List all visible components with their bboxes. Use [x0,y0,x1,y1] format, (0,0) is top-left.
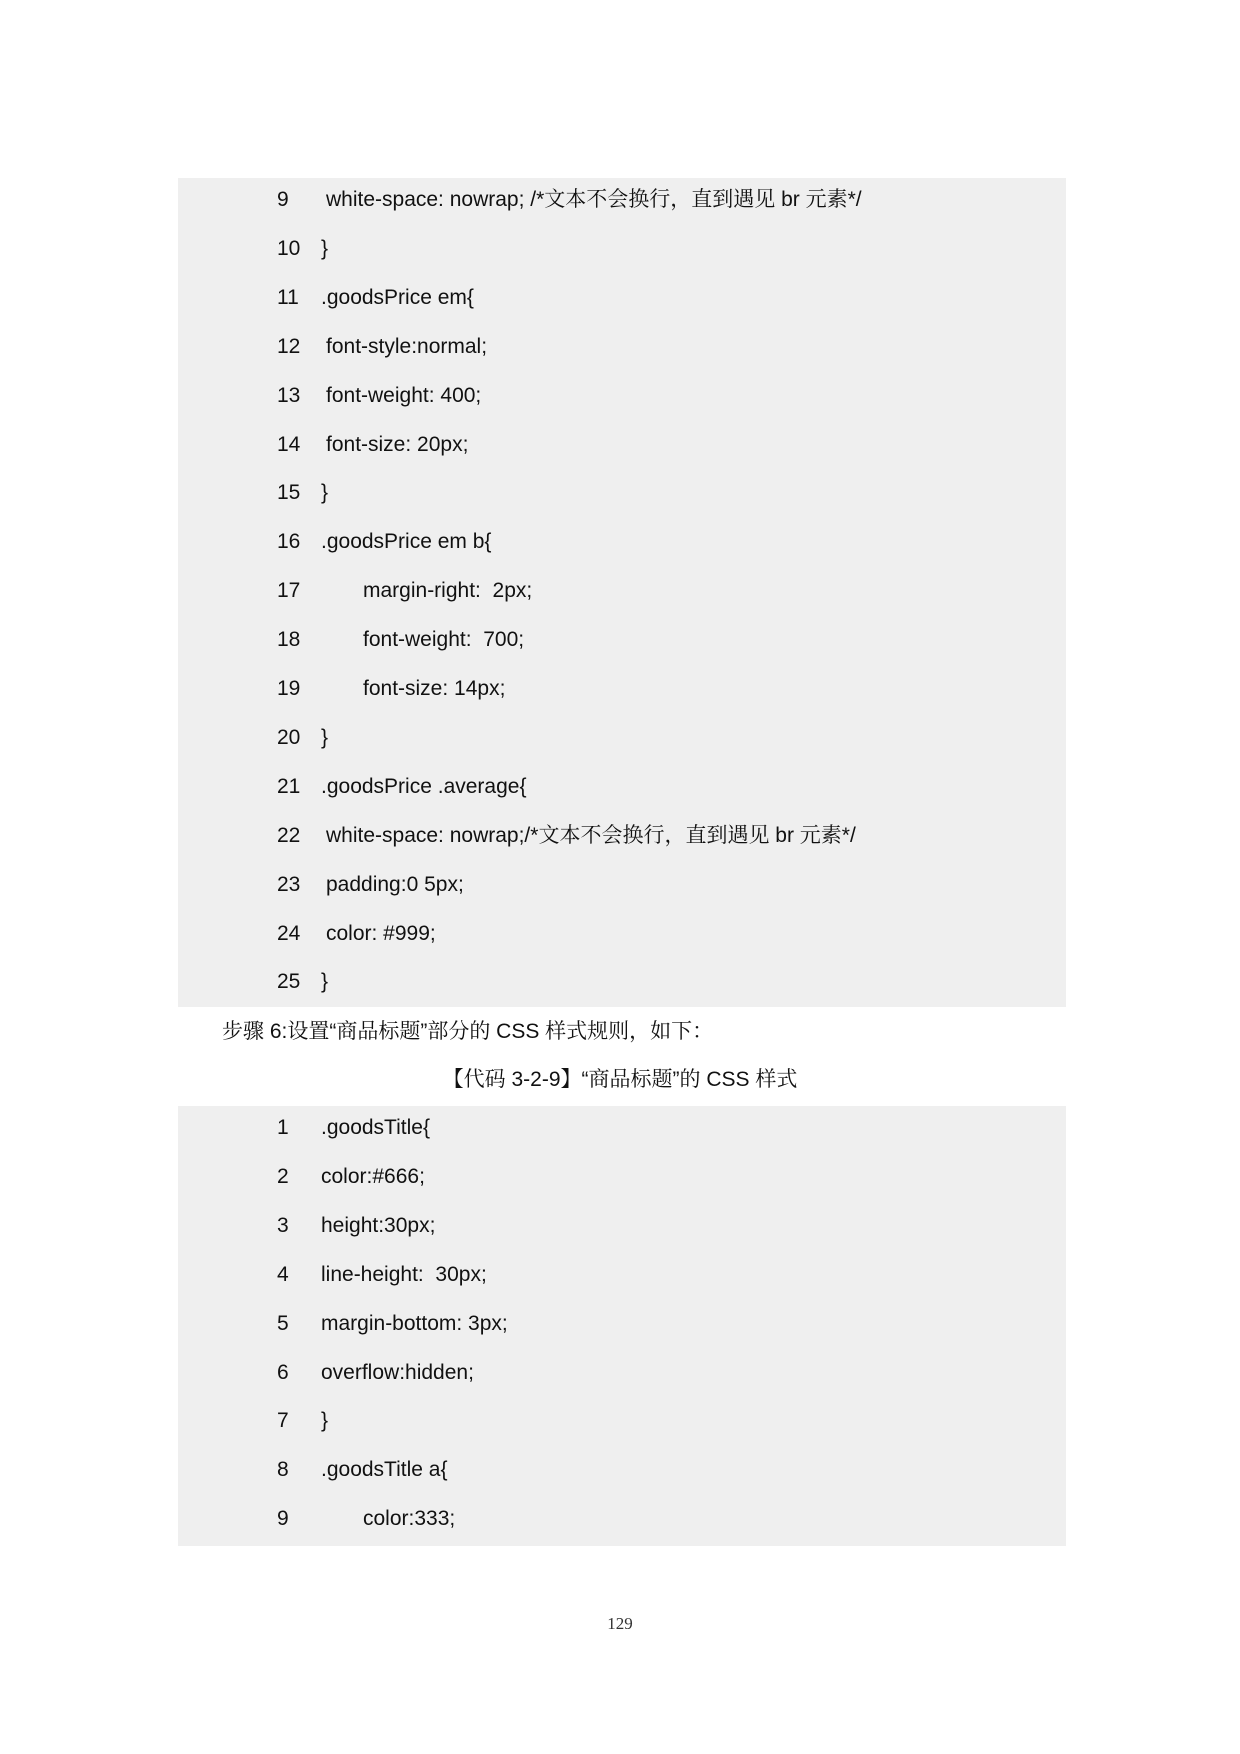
code-line [178,620,1066,660]
page-number: 129 [607,1614,633,1633]
line-number: 20 [277,725,301,749]
code-line [178,376,1066,416]
code-caption: 【代码 3-2-9】“商品标题”的 CSS 样式 [442,1068,798,1091]
line-number: 22 [277,823,301,847]
code-line [178,1157,1066,1197]
line-number: 15 [277,481,301,505]
code-line [178,1304,1066,1344]
line-number: 14 [277,432,301,456]
code-text: white-space: nowrap; /*文本不会换行，直到遇见 br 元素*/ [326,188,862,211]
code-text: height:30px; [321,1213,436,1237]
code-text: margin-right: 2px; [363,579,533,603]
code-text: } [321,970,329,994]
code-line [178,229,1066,269]
code-line [178,962,1066,1002]
line-number: 6 [277,1360,289,1384]
line-number: 8 [277,1458,289,1482]
code-line [178,816,1066,856]
line-number: 9 [277,1507,289,1531]
line-number: 18 [277,628,301,652]
code-line [178,1401,1066,1441]
code-line [178,180,1066,220]
code-text: font-style:normal; [326,334,488,358]
code-line [178,1499,1066,1539]
line-number: 2 [277,1164,289,1188]
line-number: 23 [277,872,301,896]
code-text: margin-bottom: 3px; [321,1311,508,1335]
line-number: 11 [277,285,299,309]
line-number: 13 [277,383,301,407]
code-line [178,571,1066,611]
line-number: 1 [277,1116,289,1139]
code-line [178,327,1066,367]
code-text: color:#666; [321,1164,425,1188]
step-6-text: 步骤 6:设置“商品标题”部分的 CSS 样式规则，如下： [222,1020,714,1043]
code-text: font-size: 20px; [326,432,469,456]
code-text: } [321,481,329,505]
line-number: 7 [277,1409,289,1433]
code-text: } [321,236,329,260]
code-line [178,1255,1066,1295]
code-text: } [321,725,329,749]
code-text: overflow:hidden; [321,1360,474,1384]
code-text: .goodsPrice em{ [321,285,474,309]
code-line [178,278,1066,318]
code-text: padding:0 5px; [326,872,464,896]
code-line [178,914,1066,954]
code-line [178,1450,1066,1490]
code-text: } [321,1409,329,1433]
line-number: 17 [277,579,301,603]
line-number: 21 [277,774,301,798]
line-number: 9 [277,188,289,211]
code-line [178,1353,1066,1393]
code-line [178,425,1066,465]
code-text: font-size: 14px; [363,677,506,700]
code-text: color:333; [363,1507,456,1531]
code-line [178,865,1066,905]
code-text: white-space: nowrap;/*文本不会换行，直到遇见 br 元素*/ [326,823,856,847]
code-line [178,767,1066,807]
code-text: .goodsTitle a{ [321,1458,448,1482]
code-line [178,669,1066,709]
code-text: color: #999; [326,921,436,945]
line-number: 12 [277,334,301,358]
code-block-lower [178,1106,1066,1546]
line-number: 4 [277,1262,289,1286]
code-line [178,1108,1066,1148]
line-number: 5 [277,1311,289,1335]
code-text: .goodsTitle{ [321,1116,430,1139]
code-text: font-weight: 400; [326,383,482,407]
code-line [178,473,1066,513]
code-line [178,522,1066,562]
line-number: 16 [277,530,301,554]
line-number: 24 [277,921,301,945]
line-number: 10 [277,236,301,260]
code-text: .goodsPrice .average{ [321,774,527,798]
code-text: font-weight: 700; [363,628,525,652]
code-text: line-height: 30px; [321,1262,487,1286]
line-number: 19 [277,677,301,700]
code-block-upper [178,178,1066,1007]
line-number: 25 [277,970,301,994]
line-number: 3 [277,1213,289,1237]
code-line [178,718,1066,758]
code-line [178,1206,1066,1246]
code-text: .goodsPrice em b{ [321,530,492,554]
